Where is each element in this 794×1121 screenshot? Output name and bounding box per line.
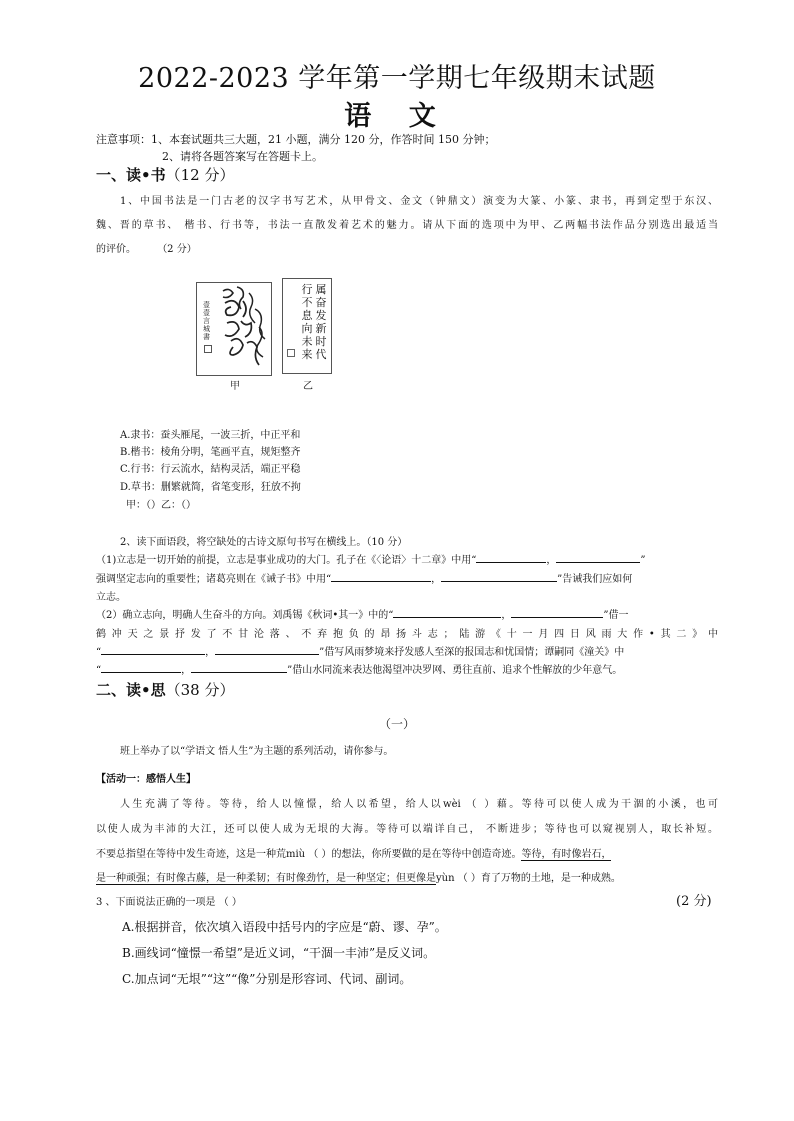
answer-blank[interactable] bbox=[191, 661, 287, 673]
q2-1-text-a: （1)立志是一切开始的前提，立志是事业成功的大门。孔子在《〈论语〉十二章》中用“ bbox=[96, 555, 477, 566]
passage-line-2: 以使人成为丰沛的大江，还可以使人成为无垠的大海。等待可以端详自己， 不断进步；等待也可以窥视别人，取长补短。 bbox=[96, 824, 718, 835]
q3-option-a: A.根据拼音，依次填入语段中括号内的字应是“蔚、谬、孕”。 bbox=[122, 920, 447, 934]
q3-points: (2 分) bbox=[676, 894, 712, 909]
subject-title: 语 文 bbox=[344, 101, 450, 132]
calligraphy-yi-column-2: 行不息向未来 bbox=[301, 283, 313, 361]
calligraphy-jia-caption: 甲 bbox=[230, 381, 240, 392]
q1-option-d: D.草书：删繁就简，省笔变形，狂放不拘 bbox=[120, 482, 301, 493]
q2-2-line-3 bbox=[96, 643, 624, 658]
passage-underlined-2: 是一种顽强；有时像古藤，是一种柔韧；有时像劲竹，是一种坚定；但更像是 bbox=[96, 873, 436, 884]
calligraphy-yi-column-1: 属奋发新时代 bbox=[315, 283, 327, 361]
q2-1-text-d: ”告诫我们应如何 bbox=[557, 574, 633, 585]
comma: ， bbox=[546, 555, 557, 566]
passage-line-4-text: yùn （ ）育了万物的土地，是一种成熟。 bbox=[436, 873, 621, 884]
q3-option-c: C.加点词“无垠”“这”“像”分别是形容词、代词、副词。 bbox=[122, 972, 412, 986]
section-2-points: （38 分） bbox=[165, 681, 235, 699]
passage-line-3 bbox=[96, 845, 611, 860]
q2-1-line-2 bbox=[96, 570, 632, 585]
comma: ， bbox=[501, 610, 512, 621]
exam-title: 2022-2023 学年第一学期七年级期末试题 bbox=[138, 63, 656, 94]
q1-line-2: 魏、晋的草书、 楷书、行书等，书法一直散发着艺术的魅力。请从下面的选项中为甲、乙两幅书法作品分别选出最适当 bbox=[96, 220, 718, 231]
answer-blank[interactable] bbox=[393, 606, 501, 618]
comma: ， bbox=[181, 665, 192, 676]
seal-stamp-icon bbox=[204, 345, 212, 353]
notes-label: 注意事项： bbox=[96, 133, 151, 146]
answer-blank[interactable] bbox=[101, 643, 205, 655]
passage-line-4 bbox=[96, 869, 621, 884]
answer-blank[interactable] bbox=[101, 661, 181, 673]
q2-2-text-e: ”借写风雨梦境来抒发感人至深的报国志和忧国情；谭嗣同《潼关》中 bbox=[319, 647, 625, 658]
comma: ， bbox=[431, 574, 442, 585]
calligraphy-jia-image bbox=[196, 282, 272, 376]
part-1-heading: （一） bbox=[378, 717, 415, 731]
section-2-title: 二、读•思 bbox=[96, 681, 166, 699]
q2-1-text-c: 强调坚定志向的重要性；诸葛亮则在《诫子书》中用“ bbox=[96, 574, 332, 585]
q1-option-c: C.行书：行云流水，結构灵活，端正平稳 bbox=[120, 464, 301, 475]
calligraphy-jia-seal-text: 壹壹言城書 bbox=[203, 301, 210, 341]
answer-blank[interactable] bbox=[441, 570, 557, 582]
q2-2-text-d: “ bbox=[96, 647, 102, 658]
seal-stamp-icon bbox=[287, 349, 295, 357]
activity-intro: 班上举办了以“学语文 悟人生”为主题的系列活动，请你参与。 bbox=[120, 746, 394, 757]
q2-intro: 2、读下面语段，将空缺处的古诗文原句书写在横线上。（10 分） bbox=[120, 537, 408, 548]
passage-line-1: 人生充满了等待。等待，给人以憧憬，给人以希望，给人以wèi （ ）藉。等待可以使人成为干涸的小溪，也可 bbox=[120, 799, 718, 810]
q1-option-a: A.隶书：蚕头雁尾，一波三折，中正平和 bbox=[120, 430, 301, 441]
q1-points: （2 分） bbox=[157, 244, 197, 255]
answer-blank[interactable] bbox=[556, 551, 640, 563]
answer-blank[interactable] bbox=[476, 551, 546, 563]
notes-line-2: 2、请将各题答案写在答题卡上。 bbox=[162, 150, 323, 163]
q2-1-line-1 bbox=[96, 551, 646, 566]
q1-line-3-text: 的评价。 bbox=[96, 244, 136, 255]
answer-blank[interactable] bbox=[215, 643, 319, 655]
q2-2-line-4 bbox=[96, 661, 622, 676]
q3-stem: 3 、下面说法正确的一项是 （ ） bbox=[96, 897, 242, 908]
section-1-title: 一、读•书 bbox=[96, 166, 166, 184]
q2-1-text-e: 立志。 bbox=[96, 592, 126, 603]
section-1-heading bbox=[96, 164, 234, 185]
comma: ， bbox=[205, 647, 216, 658]
calligraphy-yi-image bbox=[282, 278, 332, 374]
q2-2-line-1 bbox=[96, 606, 629, 621]
q2-2-text-b: ”借一 bbox=[603, 610, 629, 621]
q2-2-text-a: （2）确立志向，明确人生奋斗的方向。刘禹锡《秋词•其一》中的“ bbox=[96, 610, 394, 621]
answer-blank[interactable] bbox=[511, 606, 603, 618]
q1-answer-line: 甲：（）乙：（） bbox=[126, 500, 196, 511]
q2-2-line-2: 鹤冲天之景抒发了不甘沦落、不弃抱负的昂扬斗志；陆游《十一月四日风雨大作•其二》中 bbox=[96, 629, 718, 640]
answer-blank[interactable] bbox=[331, 570, 431, 582]
q1-option-b: B.楷书：棱角分明，笔画平直，规矩整齐 bbox=[120, 447, 301, 458]
passage-line-3-text: 不要总指望在等待中发生奇迹，这是一种荒miù （ ）的想法，你所要做的是在等待中创造奇迹。 bbox=[96, 849, 522, 860]
q1-line-3 bbox=[96, 240, 197, 255]
section-1-points: （12 分） bbox=[165, 166, 235, 184]
activity-1-heading: 【活动一：感悟人生】 bbox=[96, 774, 196, 785]
q2-1-text-b: ” bbox=[640, 555, 646, 566]
q3-option-b: B.画线词“憧憬一希望”是近义词，“干涸一丰沛”是反义词。 bbox=[122, 946, 436, 960]
notes-line-1 bbox=[96, 131, 495, 147]
q2-2-text-g: ”借山水同流来表达他渴望冲决罗网、勇往直前、追求个性解放的少年意气。 bbox=[287, 665, 623, 676]
section-2-heading bbox=[96, 679, 234, 700]
q2-2-text-f: “ bbox=[96, 665, 102, 676]
calligraphy-yi-caption: 乙 bbox=[303, 381, 313, 392]
passage-underlined-1: 等待，有时像岩石， bbox=[521, 849, 612, 860]
q1-line-1: 1、中国书法是一门古老的汉字书写艺术，从甲骨文、金文（钟鼎文）演变为大篆、小篆、隶书，再到定型于东汉、 bbox=[120, 196, 718, 207]
notes-text-1: 1、本套试题共三大题，21 小题，满分 120 分，作答时间 150 分钟； bbox=[151, 133, 496, 146]
